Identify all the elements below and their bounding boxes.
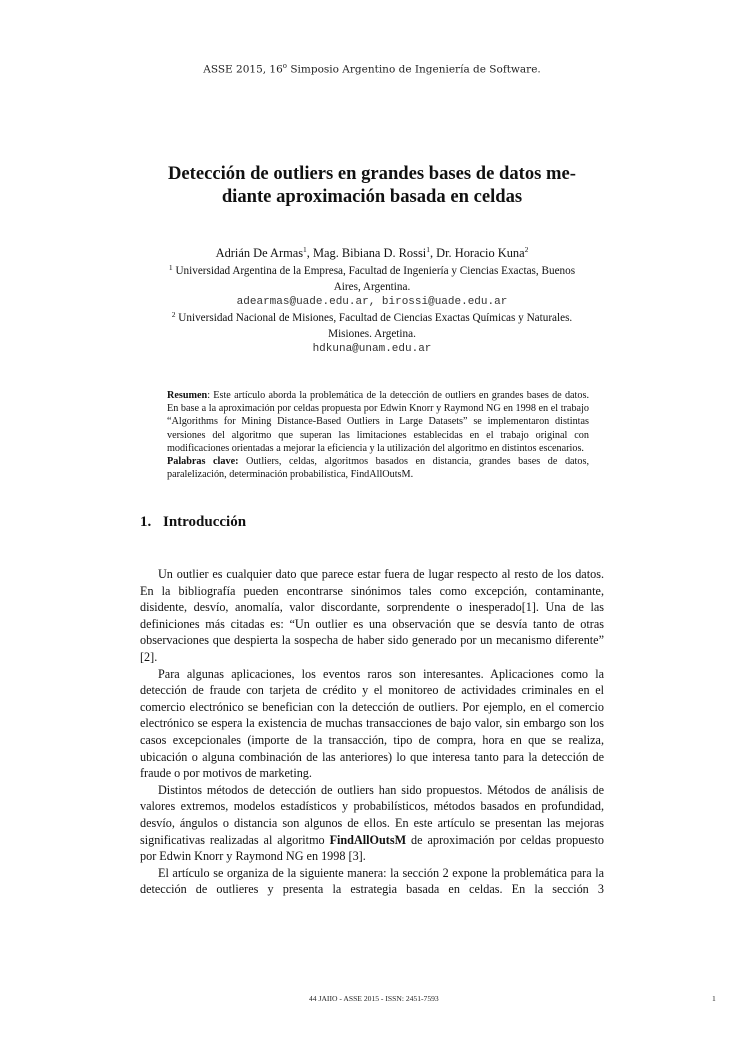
abstract-text: : Este artículo aborda la problemática de la detección de outliers en grandes bases de datos. En base a la aproximación por celdas propuesta por Edwin Knorr y Raymond NG en 1998 en el trabajo “Algorithms for Mining Distance-Based Outliers in Large Datasets” se implementaron distintas versiones del algoritmo que superan las limitaciones establecidas en el trabajo original con modificaciones orientadas a mejorar la eficiencia y la utilización del algoritmo en distintos escenarios.: [167, 390, 589, 454]
footer: 44 JAIIO - ASSE 2015 - ISSN: 2451-7593: [309, 994, 439, 1003]
paragraph-text: Distintos métodos de detección de outliers han sido propuestos. Métodos de análisis de valores extremos, modelos estadísticos y probabilísticos, métodos basados en profundidad, desvío, ángulos o distancia son algunos de ellos. En este artículo se presentan las mejoras significativas realizadas al algoritmo: [140, 782, 604, 847]
running-head-sup: o: [282, 62, 288, 70]
author-name: Dr. Horacio Kuna: [436, 246, 525, 260]
page-number: 1: [712, 994, 716, 1003]
running-head-suffix: Simposio Argentino de Ingeniería de Software.: [287, 63, 541, 76]
body-text: [140, 566, 604, 898]
author-name: Adrián De Armas: [215, 246, 304, 260]
running-head-prefix: ASSE 2015, 16: [203, 63, 283, 76]
author-sep: ,: [306, 246, 313, 260]
section-number: 1.: [140, 514, 152, 530]
affiliation-text-cont: Aires, Argentina.: [333, 280, 411, 293]
affiliation-mark: 1: [168, 263, 173, 272]
affiliation-emails: hdkuna@unam.edu.ar: [312, 343, 432, 356]
author: [436, 246, 528, 260]
affiliation-1: [140, 264, 604, 311]
paper-title-line-1: Detección de outliers en grandes bases de datos me-: [168, 163, 576, 184]
section-title: Introducción: [163, 514, 247, 530]
paragraph: El artículo se organiza de la siguiente manera: la sección 2 expone la problemática para la detección de outlieres y presenta la estrategia basada en celdas. En la sección 3: [140, 865, 604, 897]
paragraph: Para algunas aplicaciones, los eventos raros son interesantes. Aplicaciones como la detección de fraude con tarjeta de crédito y el monitoreo de actividades criminales en el comercio electrónico se benefician con la detección de outliers. Por ejemplo, en el comercio electrónico se espera la existencia de muchas transacciones de bajo valor, sin embargo son los casos excepcionales (importe de la transacción, tipo de compra, hora en que se realiza, ubicación o alguna combinación de las anteriores) lo que interesa tanto para la detección de fraude o por motivos de marketing.: [140, 666, 604, 781]
paper-title-line-2: diante aproximación basada en celdas: [221, 186, 523, 207]
author-name: Mag. Bibiana D. Rossi: [312, 246, 427, 260]
paragraph: [140, 782, 604, 865]
paper-title: [140, 162, 604, 208]
paragraph-text: de aproximación por celdas propuesto por Edwin Knorr y Raymond NG en 1998 [3].: [140, 832, 604, 864]
author-affil-mark: 1: [426, 245, 430, 254]
author: [313, 246, 436, 260]
author-list: [140, 245, 604, 262]
author: [216, 246, 313, 260]
author-sep: ,: [429, 246, 437, 260]
keywords-text: Outliers, celdas, algoritmos basados en distancia, grandes bases de datos, paralelización, determinación probabilística, FindAllOutsM.: [167, 456, 589, 481]
running-head: [0, 62, 744, 76]
algorithm-name: FindAllOutsM: [329, 832, 407, 847]
affiliation-emails: adearmas@uade.edu.ar, birossi@uade.edu.ar: [236, 296, 508, 309]
affiliation-2: [140, 311, 604, 358]
paragraph: Un outlier es cualquier dato que parece estar fuera de lugar respecto al resto de los datos. En la bibliografía pueden encontrarse sinónimos tales como excepción, contaminante, disidente, desvío, anomalía, valor discordante, sorprendente o inesperado[1]. Una de las definiciones más citadas es: “Un outlier es una observación que se desvía tanto de otras observaciones que despierta la sospecha de haber sido generado por un mecanismo diferente” [2].: [140, 567, 604, 664]
affiliation-text-cont: Misiones. Argetina.: [328, 327, 416, 340]
keywords-label: Palabras clave:: [167, 456, 239, 468]
affiliation-text: Universidad Argentina de la Empresa, Facultad de Ingeniería y Ciencias Exactas, Buenos: [172, 265, 576, 277]
author-affil-mark: 2: [524, 245, 529, 254]
section-heading: [140, 514, 246, 531]
affiliation-text: Universidad Nacional de Misiones, Facultad de Ciencias Exactas Químicas y Naturales.: [175, 312, 573, 324]
affiliation-mark: 2: [171, 310, 176, 319]
abstract-label: Resumen: [167, 390, 208, 401]
author-affil-mark: 1: [303, 245, 307, 254]
abstract: [167, 389, 589, 481]
